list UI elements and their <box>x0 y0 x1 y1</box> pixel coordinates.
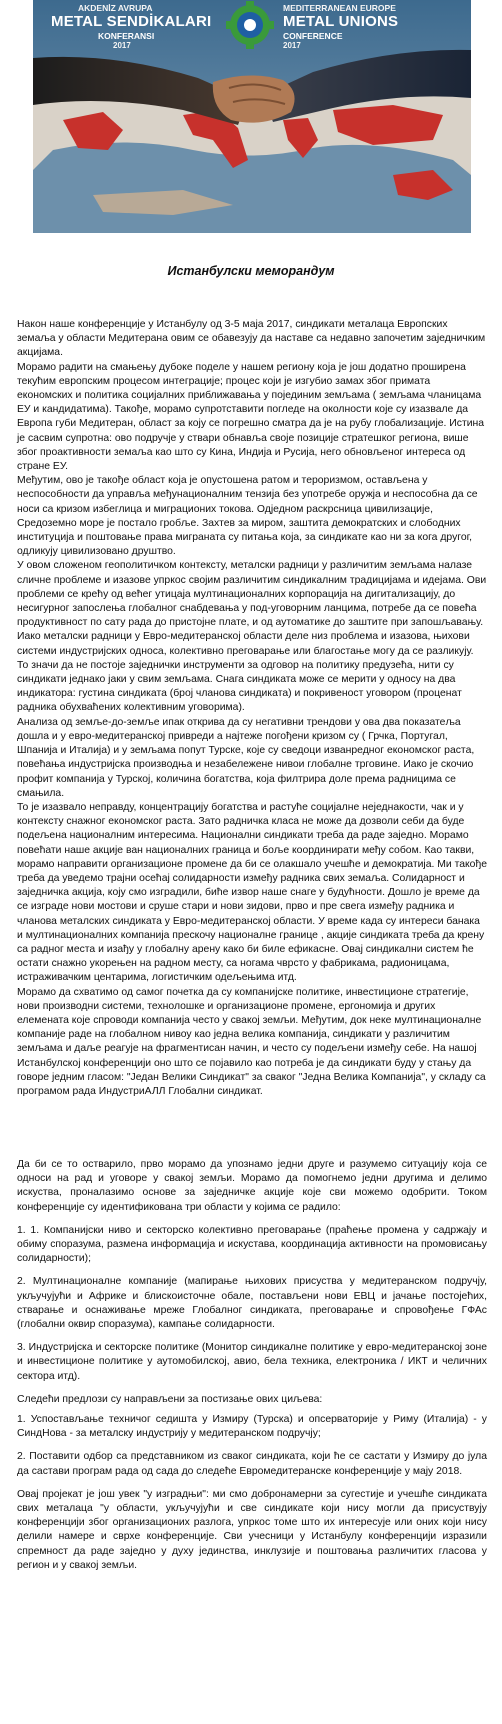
banner-right-line2: METAL UNIONS <box>283 13 399 30</box>
document-title: Истанбулски меморандум <box>167 264 335 278</box>
list-item: 1. 1. Компанијски ниво и секторско колективно преговарање (праћење промена у садржају и обиму споразума, размена информација и искустава, координација активности на промовисању солидарности); <box>17 1224 487 1265</box>
banner-left-year: 2017 <box>113 41 131 50</box>
memorandum-section-1 <box>17 318 487 1099</box>
paragraph: Морамо радити на смањењу дубоке поделе у нашем региону која је још додатно проширена текућим европским процесом интеграције; процес који је изгубио замах због примата економских и политика социјалних приближавања у појединим земљама ( земљама чланицама ЕУ и кандидатима). Такође, морамо супротставити погледе на околности које су изазвале да Европа губи Медитеран, област за коју се погрешно сматра да је на рубу глобализације. Истина је сасвим супротна: ово подручје у ствари обнавља своје позиције стратешког региона, више због проактивности земаља као што су Кина, Индија и Русија, него обновљеног интереса од стране ЕУ. <box>17 361 485 473</box>
memorandum-section-2 <box>17 1158 487 1582</box>
paragraph: Иако металски радници у Евро-медитеранској области деле низ проблема и изазова, њихови системи индустријских односа, колективно преговарање или благостање могу да се разликују. То значи да не постоје заједнички инструменти за одговор на политику предузећа, нити су синдикати једнако јаки у свим земљама. Снага синдиката може се мерити у односу на два индикатора: густина синдиката (број чланова синдиката) и покривеност уговором (проценат радника обухваћених колективним уговорима). <box>17 631 474 714</box>
banner-left-line2: METAL SENDİKALARI <box>51 13 212 30</box>
list-item: 3. Индустријска и секторске политике (Монитор синдикалне политике у евро-медитеранској зоне и инвестиционе политике у аутомобилској, авио, бела техника, електроника / ИКТ и челичних сектора итд). <box>17 1342 487 1382</box>
paragraph: Следећи предлози су направљени за постизање ових циљева: <box>17 1393 323 1405</box>
banner-right-year: 2017 <box>283 41 301 50</box>
paragraph: Овај пројекат је још увек "у изградњи": ми смо добронамерни за сугестије и учешће синдиката свих металаца "у области, укључујући и све синдикате који нису могли да присуствују конференцији због организационих разлога, упркос томе што их интересује или оних који нису делили намере и сврхе конференције. Сви учесници у Истанбулу конференцији изразили спремност да раде заједно у духу јединства, инклузије и поштовања различитих гласова у регион и у свакој земљи. <box>17 1488 487 1571</box>
banner-right-line3: CONFERENCE <box>283 31 343 41</box>
banner-left-line1: AKDENİZ AVRUPA <box>78 3 153 13</box>
banner-left-line3: KONFERANSI <box>98 31 155 41</box>
paragraph: Да би се то остварило, прво морамо да упознамо једни друге и разумемо ситуацију која се односи на рад и уговоре у свакој земљи. Морамо да помогнемо једни другима и делимо искуства, проналазимо основе за заједничке акције које сви можемо одобрити. Током конференције су идентификована три области у којима се радило: <box>17 1159 487 1213</box>
paragraph: У овом сложеном геополитичком контексту, металски радници у различитим земљама налазе сличне проблеме и изазове упркос својим различитим синдикалним традицијама и идејама. Ови проблеми се крећу од већег утицаја мултинационалних корпорација на дигитализацију, до несигурног запослења глобалног снабдевања у под-уговорним ланцима, потребе да се повећа продуктивност по сату рада до пристојне плате, и од аутоматике до заштите при запошљавању. <box>17 560 487 629</box>
paragraph: Анализа од земље-до-земље ипак открива да су негативни трендови у ова два показатеља дошла и у евро-медитеранској привреди а најтеже погођени кризом су ( Грчка, Португал, Шпанија и Италија) и у земљама попут Турске, које су сведоци изванредног економског раста, повећања индустријска производња и незабележене нивои глобалне трговине. Иако је скочио профит компанија у Турској, количина богатства, која филтрира доле према радницима се смањила. <box>17 716 475 799</box>
list-item: 2. Поставити одбор са представником из сваког синдиката, који ће се састати у Измиру до јула да састави програм рада од сада до следеће Евромедитеранске конференције у мају 2018. <box>17 1451 487 1477</box>
paragraph: Морамо да схватимо од самог почетка да су компанијске политике, инвестиционе стратегије, нови производни системи, технолошке и организационе промене, ергономија и других елемената које спроводи компанија често у свакој земљи. Међутим, док неке мултинационалне компаније раде на глобалном нивоу као једна велика компанија, синдикати у различитим земљама и даље реагује на фрагментисан начин, и често су подељени између себе. На нашој Истанбулској конференцији оно што се појавило као потреба је да синдикати буду у стању да говоре једним гласом: "Један Велики Синдикат" за сваког "Једна Велика Компанија", у складу са програмом рада ИндустриАЛЛ Глобални синдикат. <box>17 986 486 1097</box>
banner-right-line1: MEDITERRANEAN EUROPE <box>283 3 396 13</box>
paragraph: Међутим, ово је такође област која је опустошена ратом и тероризмом, остављена у неспособности да управља међунационалним тензија без употребе оружја и неспособна да се носи са кризом избеглица и миграционих токова. Одједном раскрсница цивилизације, Средоземно море је постало гробље. Захтев за миром, заштита демократских и слободних институција и поштовање права миграната су питања која, за синдикате као ни за кога другог, одликују цивилизовано друштво. <box>17 475 478 558</box>
conference-banner <box>33 0 471 233</box>
paragraph: Након наше конференције у Истанбулу од 3-5 маја 2017, синдикати металаца Европских земаља у области Медитерана овим се обавезују да наставе са недавно започетим заједничким акцијама. <box>17 319 486 359</box>
paragraph: То је изазвало неправду, концентрацију богатства и растуће социјалне неједнакости, чак и у контексту снажног економског раста. Зато радничка класа не може да дозволи себи да буде подељена националним интересима. Национални синдикати треба да раде заједно. Морамо повећати наше акције ван националних граница и боље координирати међу собом. Као такви, морамо направити организационе промене да би се олакшало учешће и демократија. Ми такође треба да уведемо трајни осећај солидарности између радника свих земаља. Солидарност и заједничка акција, коју смо изградили, биће извор наше снаге у будућности. Дошло је време да се изграде нови мостови и сруше стари и нови зидови, прво и пре свега између радника и чланова металских синдиката у Евро-медитеранској области. У време када су интереси банака и мултинационалних компанија прескочу националне границе , акције синдиката треба да крену са радног места и изађу у глобалну арену како би биле ефикасне. Овај синдикални систем ће остати снажно укорењен на радном месту, са ногама чврсто у фабрикама, радионицама, истраживачким центарима, логистичким одељењима итд. <box>17 801 488 984</box>
list-item: 2. Мултинационалне компаније (мапирање њихових присуства у медитеранском подручју, укључујући и Африке и блискоисточне обале, постављени нови ЕВЦ и јачање постојећих, стварање и оснаживање мреже Глобалног синдиката, преговарање и спровођење ГФАс (глобални оквир споразума), кампање солидарности. <box>17 1276 487 1331</box>
list-item: 1. Успостављање техничог седишта у Измиру (Турска) и опсерваторије у Риму (Италија) - у СиндНова - за металску индустрију у медитеранском подручју; <box>17 1414 487 1440</box>
